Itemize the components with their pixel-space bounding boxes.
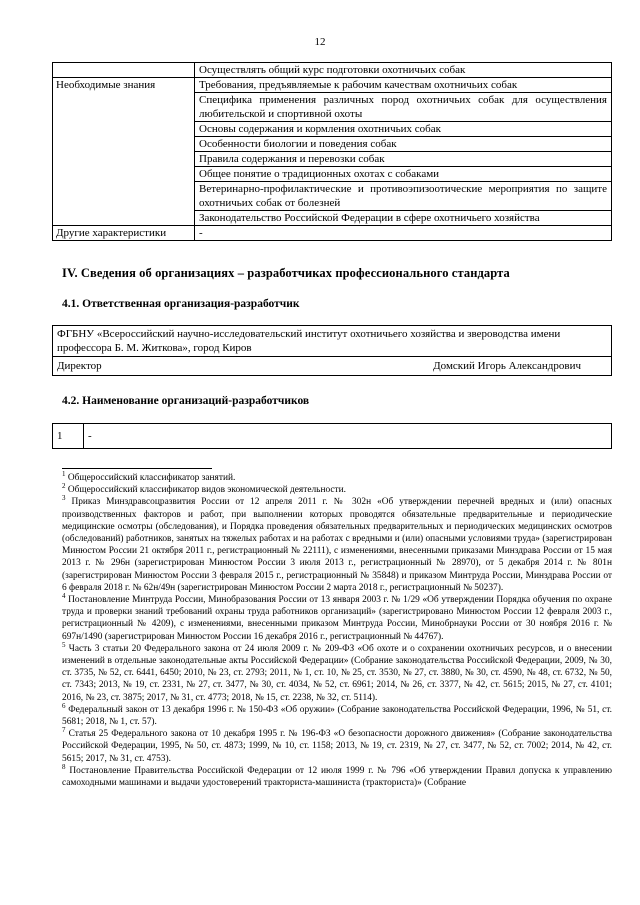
knowledge-item: Правила содержания и перевозки собак <box>195 152 612 167</box>
footnote-marker: 7 <box>62 726 66 735</box>
knowledge-item: Ветеринарно-профилактические и противоэпизоотические мероприятия по защите охотничьих собак от болезней <box>195 182 612 211</box>
developers-table <box>52 423 612 449</box>
footnote-text: Приказ Минздравсоцразвития России от 12 апреля 2011 г. № 302н «Об утверждении перечней вредных и (или) опасных производственных факторов и работ, при выполнении которых проводятся обязательные предварительные и периодические медицинские осмотры (обследования), и Порядка проведения обязательных предварительных и периодических медицинских осмотров (обследований) работников, занятых на тяжелых работах и на работах с вредными и (или) опасными условиями труда» (зарегистрирован Минюстом России 21 октября 2011 г., регистрационный № 22111), с изменениями, внесенными приказами Минздрава России от 15 мая 2013 г. № 296н (зарегистрирован Минюстом России 3 июля 2013 г., регистрационный № 28970), от 5 декабря 2014 г. № 801н (зарегистрирован Минюстом России 3 февраля 2015 г., регистрационный № 35848) и приказом Минтруда России, Минздрава России от 6 февраля 2018 г. № 62н/49н (зарегистрирован Минюстом России 2 марта 2018 г., регистрационный № 50237). <box>62 497 613 593</box>
responsible-organization-table <box>52 325 612 376</box>
footnote <box>62 640 613 704</box>
knowledge-item: Особенности биологии и поведения собак <box>195 137 612 152</box>
knowledge-item: Законодательство Российской Федерации в сфере охотничьего хозяйства <box>195 211 612 226</box>
footnote <box>62 728 612 765</box>
footnote <box>62 484 612 496</box>
other-characteristics-label: Другие характеристики <box>53 226 195 241</box>
table-row <box>53 226 612 241</box>
footnote-text: Часть 3 статьи 20 Федерального закона от 24 июля 2009 г. № 209-ФЗ «Об охоте и о сохранении охотничьих ресурсов, и о внесении изменений в отдельные законодательные акты Российской Федерации» (Собрание законодательства Российской Федерации, 2009, № 30, ст. 3735, № 52, ст. 6441, 6450; 2010, № 23, ст. 2793; 2011, № 1, ст. 10, № 25, ст. 3530, № 27, ст. 3880, № 30, ст. 4590, № 48, ст. 6732, № 50, ст. 7343; 2013, № 19, ст. 2331, № 27, ст. 3477, № 30, ст. 4034, № 52, ст. 6961; 2014, № 26, ст. 3377, № 42, ст. 5615; 2015, № 27, ст. 4101; 2016, № 23, ст. 3875; 2017, № 31, ст. 4773; 2018, № 15, ст. 2238, № 32, ст. 5114). <box>62 643 613 703</box>
developer-name: - <box>84 424 612 449</box>
footnotes <box>62 469 613 789</box>
knowledge-label: Необходимые знания <box>53 78 195 226</box>
footnote-text: Общероссийский классификатор видов экономической деятельности. <box>67 485 347 496</box>
required-knowledge-table <box>52 62 612 241</box>
footnote-marker: 3 <box>62 494 66 503</box>
director-cell <box>53 357 612 376</box>
table-row <box>53 424 612 449</box>
other-characteristics-value: - <box>195 226 612 241</box>
footnote-text: Федеральный закон от 13 декабря 1996 г. № 150-ФЗ «Об оружии» (Собрание законодательства Российской Федерации, 1996, № 51, ст. 5681; 2018, № 1, ст. 57). <box>62 704 612 728</box>
knowledge-item: Требования, предъявляемые к рабочим качествам охотничьих собак <box>195 78 612 93</box>
page-number: 12 <box>314 36 326 48</box>
subsection-title-developers: 4.2. Наименование организаций-разработчиков <box>62 395 310 407</box>
footnote-marker: 2 <box>62 482 66 491</box>
footnote-text: Постановление Правительства Российской Федерации от 12 июля 1999 г. № 796 «Об утверждении Правил допуска к управлению самоходными машинами и выдачи удостоверений тракториста-машиниста (тракториста)» (Собрание <box>62 765 613 789</box>
footnote <box>62 701 612 728</box>
section-title: IV. Сведения об организациях – разработчиках профессионального стандарта <box>62 266 510 280</box>
footnote-text: Постановление Минтруда России, Минобразования России от 13 января 2003 г. № 1/29 «Об утверждении Порядка обучения по охране труда и проверки знаний требований охраны труда работников организаций» (зарегистрировано Минюстом России 12 февраля 2003 г., регистрационный № 4209), с изменениями, внесенными приказом Минтруда России, Минобрнауки России от 30 ноября 2016 г. № 697н/1490 (зарегистрирован Минюстом России 16 декабря 2016 г., регистрационный № 44767). <box>62 595 612 642</box>
footnote-marker: 6 <box>62 701 66 710</box>
footnote-marker: 8 <box>62 762 66 771</box>
knowledge-item: Специфика применения различных пород охотничьих собак для осуществления любительской и спортивной охоты <box>195 93 612 122</box>
footnote-marker: 4 <box>62 591 66 600</box>
knowledge-item: Общее понятие о традиционных охотах с собаками <box>195 167 612 182</box>
footnote-marker: 5 <box>62 640 66 649</box>
organization-name: ФГБНУ «Всероссийский научно-исследовательский институт охотничьего хозяйства и звероводства имени профессора Б. М. Житкова», город Киров <box>53 326 612 357</box>
footnote-divider <box>62 468 212 469</box>
developer-number: 1 <box>53 424 84 449</box>
table-cell: Осуществлять общий курс подготовки охотничьих собак <box>195 63 612 78</box>
table-row <box>53 357 612 376</box>
director-label: Директор <box>57 360 102 372</box>
footnote-marker: 1 <box>62 469 66 478</box>
knowledge-item: Основы содержания и кормления охотничьих собак <box>195 122 612 137</box>
table-row <box>53 326 612 357</box>
footnote-text: Общероссийский классификатор занятий. <box>67 473 236 483</box>
director-name: Домский Игорь Александрович <box>433 360 581 372</box>
footnote <box>62 591 612 643</box>
footnote <box>62 469 612 484</box>
empty-label-cell <box>53 63 195 78</box>
footnote-text: Статья 25 Федерального закона от 10 декабря 1995 г. № 196-ФЗ «О безопасности дорожного движения» (Собрание законодательства Российской Федерации, 1995, № 50, ст. 4873; 1999, № 10, ст. 1158; 2013, № 19, ст. 2319, № 27, ст. 3477, № 52, ст. 7002; 2014, № 42, ст. 5615; 2017, № 31, ст. 4753). <box>62 729 613 764</box>
table-row <box>53 78 612 93</box>
table-row <box>53 63 612 78</box>
footnote <box>62 496 612 594</box>
footnote <box>62 762 613 789</box>
subsection-title-responsible: 4.1. Ответственная организация-разработчик <box>62 298 300 310</box>
